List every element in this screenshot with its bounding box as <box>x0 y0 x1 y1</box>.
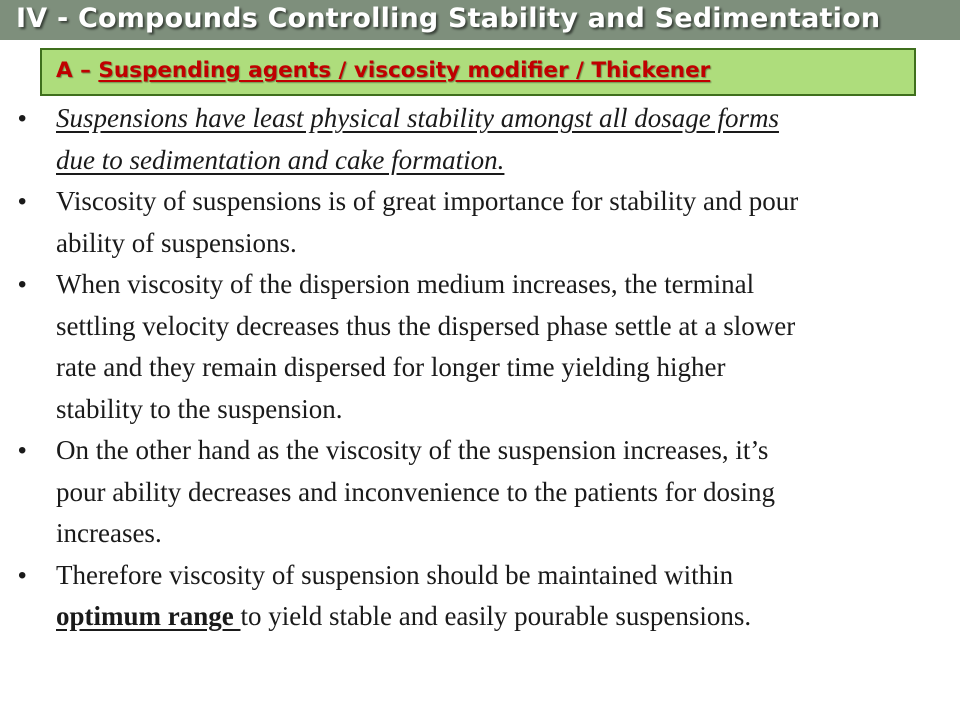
bullet-line: increases. <box>56 518 162 548</box>
bullet-line-rest: to yield stable and easily pourable suspensions. <box>240 601 752 631</box>
subtitle-underlined: Suspending agents / viscosity modifier / Thickener <box>98 58 711 83</box>
bullet-line: • Suspensions have least physical stability amongst all dosage forms <box>56 103 779 133</box>
bullet-item <box>0 555 960 638</box>
bullet-item <box>0 98 960 181</box>
bullet-item <box>0 430 960 555</box>
bullet-line: • Viscosity of suspensions is of great importance for stability and pour <box>56 186 799 216</box>
bullet-item <box>0 181 960 264</box>
emphasis-optimum-range: optimum range <box>56 601 241 631</box>
bullet-list <box>0 98 960 638</box>
bullet-line: pour ability decreases and inconvenience to the patients for dosing <box>56 476 776 507</box>
bullet-line: ability of suspensions. <box>56 227 297 258</box>
slide-title: IV - Compounds Controlling Stability and Sedimentation <box>16 3 881 34</box>
bullet-item <box>0 264 960 430</box>
bullet-line: stability to the suspension. <box>56 393 343 424</box>
bullet-line-with-emphasis <box>56 596 946 638</box>
title-bar <box>0 0 960 40</box>
subtitle <box>56 56 710 86</box>
subtitle-box <box>40 48 916 96</box>
bullet-line: settling velocity decreases thus the dispersed phase settle at a slower <box>56 310 796 341</box>
bullet-line: due to sedimentation and cake formation. <box>56 144 505 175</box>
bullet-line: • When viscosity of the dispersion medium increases, the terminal <box>56 269 755 299</box>
bullet-line: • Therefore viscosity of suspension should be maintained within <box>56 559 734 590</box>
bullet-line: rate and they remain dispersed for longer time yielding higher <box>56 352 726 382</box>
subtitle-prefix: A – <box>56 58 99 83</box>
bullet-line: • On the other hand as the viscosity of the suspension increases, it’s <box>56 435 769 465</box>
